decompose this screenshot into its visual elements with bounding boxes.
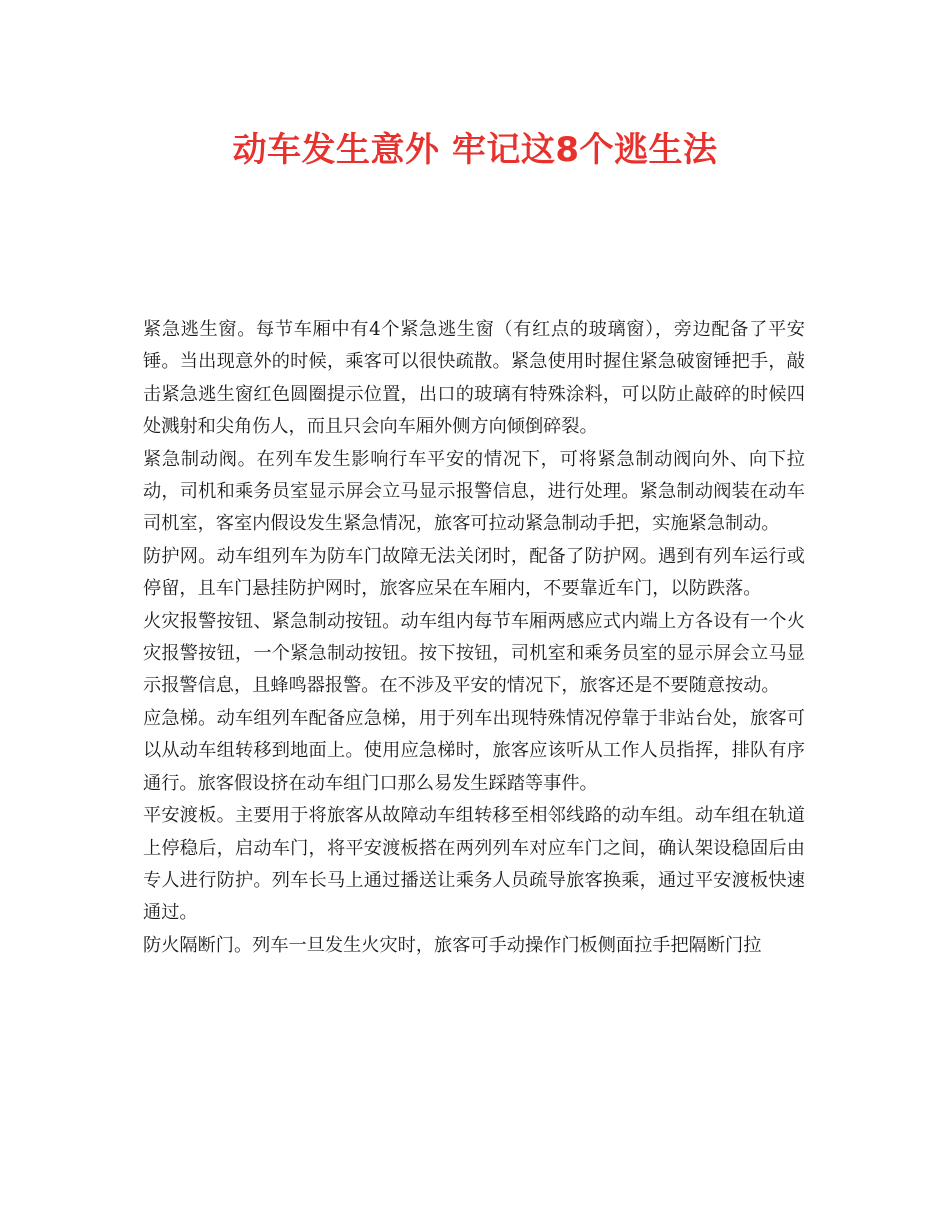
paragraph-emergency-ladder: 应急梯。动车组列车配备应急梯，用于列车出现特殊情况停靠于非站台处，旅客可以从动车组转移到地面上。使用应急梯时，旅客应该听从工作人员指挥，排队有序通行。旅客假设挤在动车组门口那么易发生踩踏等事件。 (143, 707, 805, 794)
document-body (143, 314, 805, 962)
paragraph-emergency-brake-valve: 紧急制动阀。在列车发生影响行车平安的情况下，可将紧急制动阀向外、向下拉动，司机和乘务员室显示屏会立马显示报警信息，进行处理。紧急制动阀装在动车司机室，客室内假设发生紧急情况，旅客可拉动紧急制动手把，实施紧急制动。 (143, 448, 805, 535)
paragraph-safety-gangplank: 平安渡板。主要用于将旅客从故障动车组转移至相邻线路的动车组。动车组在轨道上停稳后，启动车门，将平安渡板搭在两列列车对应车门之间，确认架设稳固后由专人进行防护。列车长马上通过播送让乘务人员疏导旅客换乘，通过平安渡板快速通过。 (143, 805, 805, 924)
paragraph-fire-door: 防火隔断门。列车一旦发生火灾时，旅客可手动操作门板侧面拉手把隔断门拉 (143, 934, 762, 956)
paragraph-emergency-window: 紧急逃生窗。每节车厢中有4个紧急逃生窗（有红点的玻璃窗），旁边配备了平安锤。当出现意外的时候，乘客可以很快疏散。紧急使用时握住紧急破窗锤把手，敲击紧急逃生窗红色圆圈提示位置，出口的玻璃有特殊涂料，可以防止敲碎的时候四处溅射和尖角伤人，而且只会向车厢外侧方向倾倒碎裂。 (143, 319, 805, 438)
document-title: 动车发生意外 牢记这8个逃生法 (232, 130, 718, 170)
paragraph-protective-net: 防护网。动车组列车为防车门故障无法关闭时，配备了防护网。遇到有列车运行或停留，且车门悬挂防护网时，旅客应呆在车厢内，不要靠近车门，以防跌落。 (143, 545, 805, 600)
paragraph-alarm-buttons: 火灾报警按钮、紧急制动按钮。动车组内每节车厢两感应式内端上方各设有一个火灾报警按钮，一个紧急制动按钮。按下按钮，司机室和乘务员室的显示屏会立马显示报警信息，且蜂鸣器报警。在不涉及平安的情况下，旅客还是不要随意按动。 (143, 610, 805, 697)
